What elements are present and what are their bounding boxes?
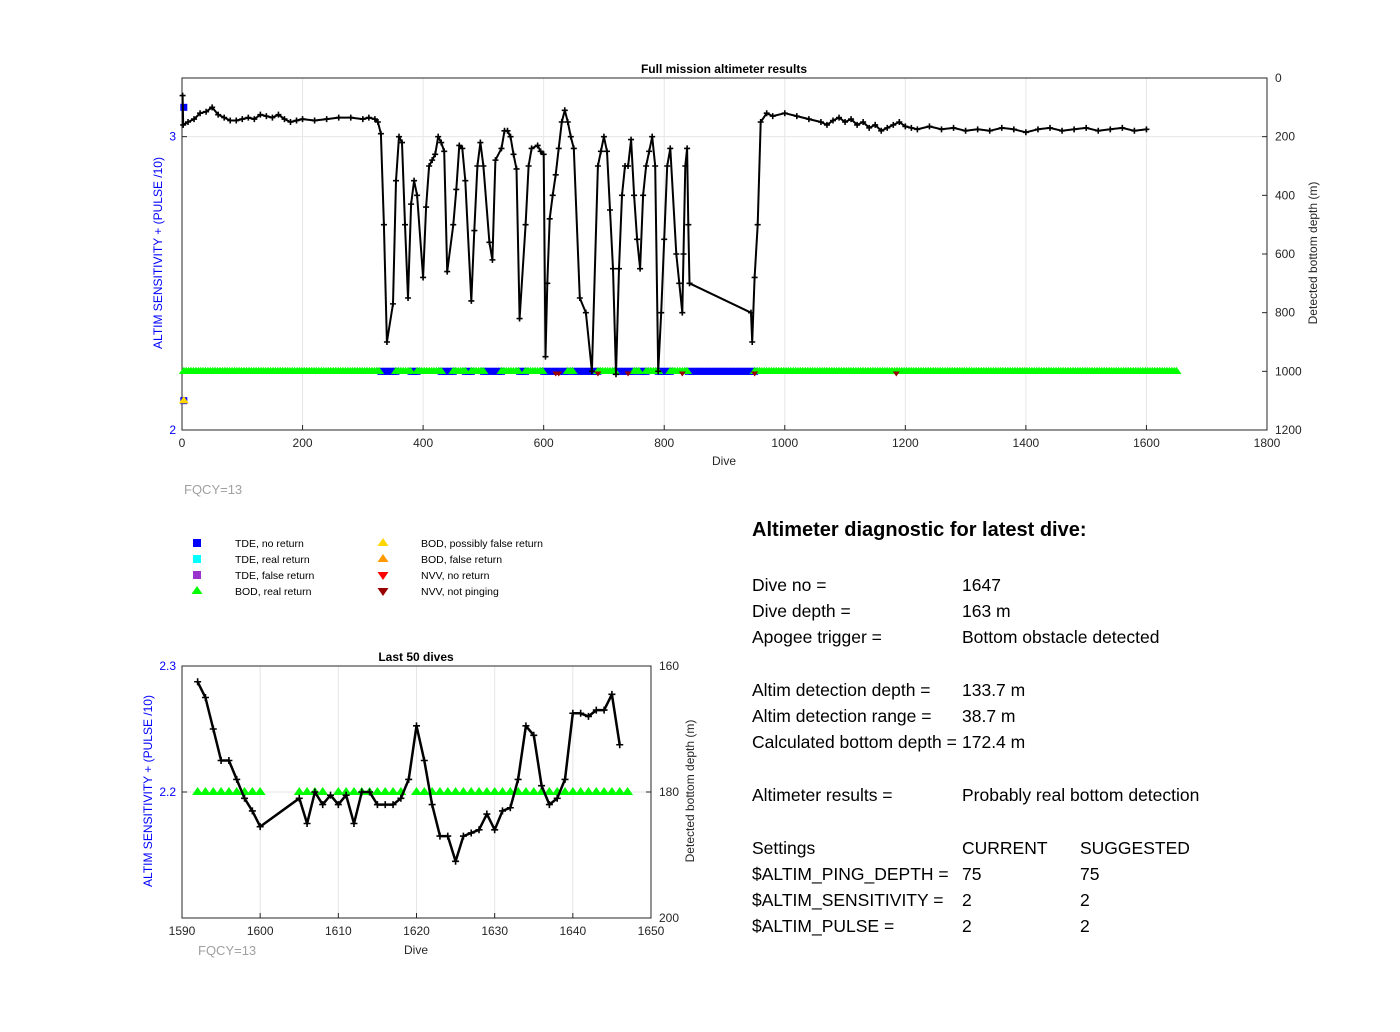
depth-point [598, 148, 604, 154]
depth-point [499, 807, 506, 814]
depth-point [382, 801, 389, 808]
depth-point [468, 298, 474, 304]
y2-tick-label: 1200 [1275, 423, 1302, 437]
depth-point [239, 116, 245, 122]
x-tick-label: 1590 [168, 924, 196, 938]
legend-marker [193, 555, 201, 563]
y-tick-label: 2.2 [159, 785, 176, 799]
depth-point [408, 201, 414, 207]
depth-point [336, 115, 342, 121]
depth-point [420, 274, 426, 280]
last-chart-title: Last 50 dives [378, 650, 454, 664]
depth-point [444, 269, 450, 275]
y2-tick-label: 600 [1275, 247, 1296, 261]
depth-point [210, 726, 217, 733]
depth-point [687, 280, 693, 286]
depth-point [664, 163, 670, 169]
y2-tick-label: 0 [1275, 71, 1282, 85]
depth-point [975, 126, 981, 132]
legend-marker [193, 571, 201, 579]
depth-point [1095, 128, 1101, 134]
depth-point [640, 192, 646, 198]
depth-point [571, 145, 577, 151]
depth-point [405, 295, 411, 301]
det-depth-label: Altim detection depth = [752, 680, 931, 700]
depth-point [489, 257, 495, 263]
depth-point [263, 113, 269, 119]
depth-point [486, 239, 492, 245]
depth-point [384, 339, 390, 345]
calc-depth-value: 172.4 m [962, 732, 1026, 752]
legend-label: BOD, possibly false return [421, 538, 543, 550]
legend-marker [378, 588, 389, 596]
dive-depth-row [752, 601, 1372, 623]
depth-point [619, 192, 625, 198]
sensitivity-suggested: 2 [1080, 890, 1090, 910]
det-range-row [752, 706, 1372, 728]
suggested-header: SUGGESTED [1080, 838, 1190, 858]
depth-point [1083, 125, 1089, 131]
legend-label: BOD, real return [235, 586, 312, 598]
depth-point [1059, 128, 1065, 134]
depth-point [405, 776, 412, 783]
sensitivity-row [752, 890, 1372, 912]
results-value: Probably real bottom detection [962, 785, 1200, 805]
x-tick-label: 1200 [891, 436, 919, 450]
depth-point [393, 178, 399, 184]
depth-point [180, 93, 186, 99]
last-chart-footnote: FQCY=13 [198, 943, 257, 958]
depth-point [421, 757, 428, 764]
depth-point [360, 116, 366, 122]
depth-point [565, 119, 571, 125]
depth-point [649, 134, 655, 140]
depth-point [661, 236, 667, 242]
full-chart-footnote: FQCY=13 [184, 482, 243, 497]
det-range-value: 38.7 m [962, 706, 1016, 726]
depth-point [453, 186, 459, 192]
depth-point [987, 128, 993, 134]
depth-point [601, 134, 607, 140]
depth-point [1131, 128, 1137, 134]
dive-depth-label: Dive depth = [752, 601, 851, 621]
depth-point [1011, 126, 1017, 132]
ping-depth-suggested: 75 [1080, 864, 1100, 884]
pulse-suggested: 2 [1080, 916, 1090, 936]
depth-point [681, 251, 687, 257]
x-tick-label: 800 [654, 436, 675, 450]
dive-no-row [752, 575, 1372, 597]
depth-point [348, 115, 354, 121]
x-tick-label: 1620 [403, 924, 430, 938]
full-chart-ticks [169, 71, 1302, 450]
y2-tick-label: 160 [659, 659, 680, 673]
depth-point [583, 310, 589, 316]
depth-point [350, 820, 357, 827]
depth-point [444, 833, 451, 840]
current-header: CURRENT [962, 838, 1048, 858]
depth-point [233, 776, 240, 783]
last-chart-ylabel-right: Detected bottom depth (m) [683, 719, 697, 863]
legend-label: TDE, no return [235, 538, 304, 550]
legend [192, 538, 544, 598]
legend-label: TDE, false return [235, 570, 315, 582]
depth-point [610, 266, 616, 272]
depth-point [568, 134, 574, 140]
depth-point [553, 172, 559, 178]
depth-point [595, 163, 601, 169]
depth-point [658, 310, 664, 316]
last-chart-ticks [159, 659, 679, 938]
ping-depth-label: $ALTIM_PING_DEPTH = [752, 864, 949, 884]
full-chart-ylabel-right: Detected bottom depth (m) [1306, 181, 1320, 325]
last-chart-markers [192, 787, 633, 795]
depth-point [951, 125, 957, 131]
y2-tick-label: 200 [1275, 129, 1296, 144]
results-label: Altimeter results = [752, 785, 893, 805]
depth-point [634, 236, 640, 242]
depth-point [378, 131, 384, 137]
apogee-value: Bottom obstacle detected [962, 627, 1160, 647]
depth-point [607, 207, 613, 213]
depth-point [1023, 129, 1029, 135]
depth-point [1071, 126, 1077, 132]
last-chart-depth-line [194, 678, 623, 865]
depth-point [1143, 126, 1149, 132]
depth-point [526, 163, 532, 169]
depth-point [517, 316, 523, 322]
sensitivity-current: 2 [962, 890, 972, 910]
y-tick-label: 2 [169, 423, 176, 437]
depth-point [390, 301, 396, 307]
depth-point [939, 126, 945, 132]
depth-point [908, 125, 914, 131]
ping-depth-row [752, 864, 1372, 886]
bod-real-return-marker [622, 787, 633, 795]
depth-point [460, 833, 467, 840]
depth-point [631, 192, 637, 198]
depth-point [1047, 125, 1053, 131]
depth-point [511, 151, 517, 157]
depth-point [782, 110, 788, 116]
depth-point [577, 295, 583, 301]
x-tick-label: 1400 [1012, 436, 1040, 450]
x-tick-label: 1610 [324, 924, 352, 938]
depth-point [468, 829, 475, 836]
depth-point [749, 339, 755, 345]
depth-point [245, 115, 251, 121]
depth-point [429, 801, 436, 808]
dive-no-value: 1647 [962, 575, 1001, 595]
depth-point [999, 125, 1005, 131]
depth-point [652, 163, 658, 169]
x-tick-label: 1630 [481, 924, 509, 938]
legend-marker [378, 538, 389, 546]
depth-point [1119, 125, 1125, 131]
calc-depth-row [752, 732, 1372, 754]
x-tick-label: 1640 [559, 924, 587, 938]
pulse-current: 2 [962, 916, 972, 936]
x-tick-label: 1600 [246, 924, 274, 938]
settings-header-row [752, 838, 1372, 860]
depth-point [462, 178, 468, 184]
x-tick-label: 1800 [1253, 436, 1281, 450]
depth-point [452, 858, 459, 865]
det-depth-value: 133.7 m [962, 680, 1026, 700]
apogee-row [752, 627, 1372, 649]
depth-point [402, 222, 408, 228]
sensitivity-label: $ALTIM_SENSITIVITY = [752, 890, 944, 910]
depth-point [577, 710, 584, 717]
depth-point [914, 126, 920, 132]
x-tick-label: 1600 [1133, 436, 1160, 450]
last-chart-ylabel-left: ALTIM SENSITIVITY + (PULSE /10) [141, 695, 155, 887]
full-chart-markers [179, 104, 1182, 404]
legend-label: TDE, real return [235, 554, 310, 566]
depth-point [559, 119, 565, 125]
depth-point [514, 166, 520, 172]
settings-label: Settings [752, 838, 816, 858]
depth-point [471, 228, 477, 234]
depth-point [324, 116, 330, 122]
depth-point [233, 118, 239, 124]
depth-point [538, 782, 545, 789]
last-chart-xlabel: Dive [403, 943, 429, 957]
full-chart-ylabel-left: ALTIM SENSITIVITY + (PULSE /10) [151, 157, 165, 349]
depth-point [616, 741, 623, 748]
depth-point [676, 280, 682, 286]
depth-point [963, 128, 969, 134]
depth-point [441, 148, 447, 154]
depth-line [198, 682, 620, 862]
depth-point [523, 222, 529, 228]
bod-real-return-marker [255, 787, 266, 795]
depth-point [294, 118, 300, 124]
depth-point [436, 833, 443, 840]
depth-point [562, 107, 568, 113]
depth-point [450, 222, 456, 228]
x-tick-label: 200 [292, 436, 313, 450]
y2-tick-label: 200 [659, 911, 680, 925]
depth-point [643, 163, 649, 169]
depth-point [926, 123, 932, 129]
x-tick-label: 1650 [637, 924, 665, 938]
depth-point [1035, 126, 1041, 132]
depth-point [507, 804, 514, 811]
y-tick-label: 3 [169, 129, 176, 144]
depth-point [366, 115, 372, 121]
depth-point [550, 192, 556, 198]
legend-marker [378, 554, 389, 562]
depth-point [411, 178, 417, 184]
depth-point [300, 116, 306, 122]
dive-depth-value: 163 m [962, 601, 1011, 621]
legend-label: BOD, false return [421, 554, 503, 566]
legend-label: NVV, no return [421, 570, 490, 582]
depth-point [414, 192, 420, 198]
depth-point [381, 222, 387, 228]
depth-point [569, 710, 576, 717]
depth-point [794, 113, 800, 119]
bod-real-return-marker [317, 787, 328, 795]
depth-point [637, 266, 643, 272]
depth-point [312, 118, 318, 124]
x-tick-label: 400 [413, 436, 434, 450]
depth-point [304, 820, 311, 827]
depth-point [477, 140, 483, 146]
depth-point [423, 204, 429, 210]
det-depth-row [752, 680, 1372, 702]
depth-point [685, 222, 691, 228]
full-chart-xlabel: Dive [711, 454, 737, 468]
depth-point [806, 116, 812, 122]
legend-marker [193, 539, 201, 547]
calc-depth-label: Calculated bottom depth = [752, 732, 957, 752]
depth-point [646, 148, 652, 154]
depth-point [679, 310, 685, 316]
y2-tick-label: 800 [1275, 305, 1296, 320]
dive-no-label: Dive no = [752, 575, 827, 595]
y-tick-label: 2.3 [159, 659, 176, 673]
y2-tick-label: 1000 [1275, 364, 1302, 379]
depth-point [218, 757, 225, 764]
depth-point [755, 222, 761, 228]
y2-tick-label: 400 [1275, 188, 1296, 203]
diagnostic-title: Altimeter diagnostic for latest dive: [752, 519, 1087, 541]
depth-point [480, 163, 486, 169]
full-chart [151, 62, 1320, 497]
depth-point [684, 145, 690, 151]
legend-label: NVV, not pinging [421, 586, 499, 598]
y2-tick-label: 180 [659, 785, 680, 799]
full-chart-title: Full mission altimeter results [640, 62, 808, 76]
depth-point [616, 266, 622, 272]
depth-point [628, 137, 634, 143]
depth-point [1107, 126, 1113, 132]
x-tick-label: 600 [533, 436, 554, 450]
depth-point [515, 776, 522, 783]
depth-point [667, 145, 673, 151]
pulse-row [752, 916, 1372, 938]
depth-point [752, 274, 758, 280]
depth-point [474, 163, 480, 169]
det-range-label: Altim detection range = [752, 706, 932, 726]
x-tick-label: 1000 [771, 436, 799, 450]
legend-marker [192, 586, 203, 594]
depth-point [625, 163, 631, 169]
depth-point [604, 148, 610, 154]
x-tick-label: 0 [178, 436, 186, 450]
depth-point [673, 251, 679, 257]
legend-marker [378, 572, 389, 580]
depth-point [562, 776, 569, 783]
results-row [752, 785, 1372, 807]
depth-point [413, 722, 420, 729]
ping-depth-current: 75 [962, 864, 982, 884]
apogee-label: Apogee trigger = [752, 627, 882, 647]
last-chart [141, 650, 697, 958]
depth-point [556, 145, 562, 151]
pulse-label: $ALTIM_PULSE = [752, 916, 895, 936]
depth-point [225, 757, 232, 764]
depth-point [547, 216, 553, 222]
